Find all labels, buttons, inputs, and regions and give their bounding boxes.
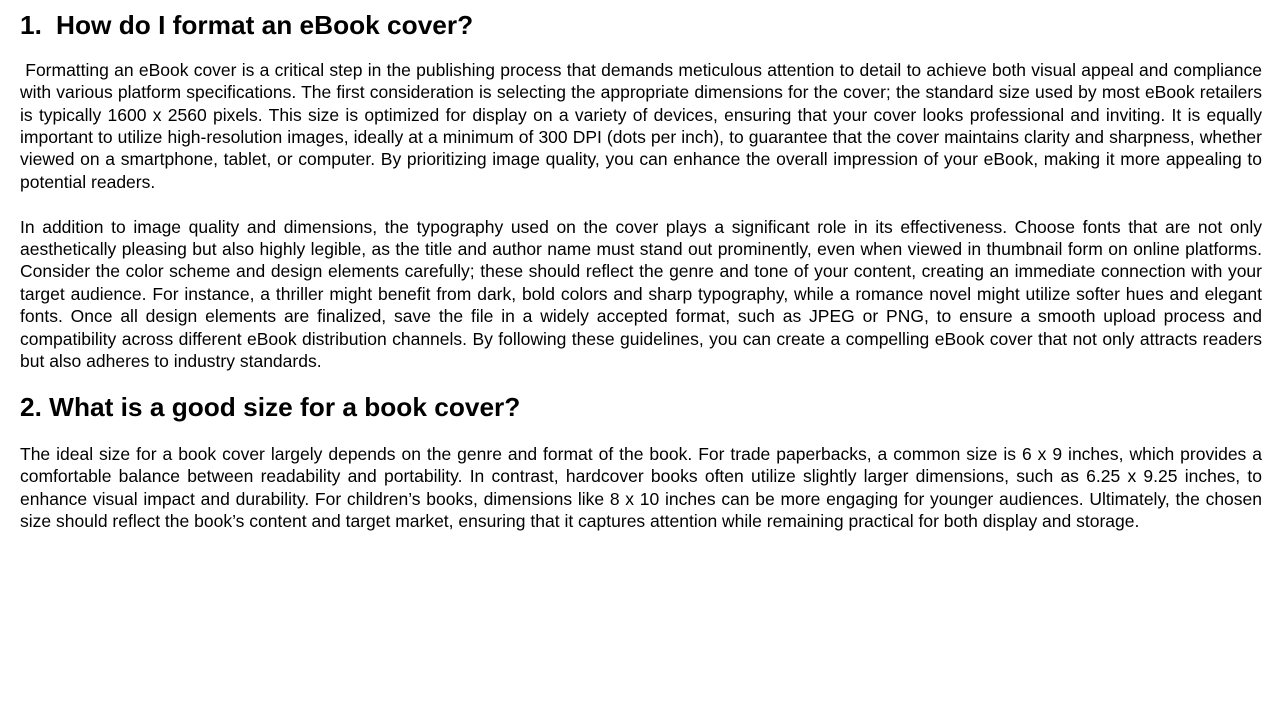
section-2-heading: 2. What is a good size for a book cover? bbox=[20, 392, 521, 423]
spacer bbox=[20, 419, 1262, 443]
section-1-number: 1. bbox=[20, 10, 42, 40]
spacer bbox=[20, 193, 1262, 215]
section-1-paragraph-1: Formatting an eBook cover is a critical step in the publishing process that demands meticulous attention to detail to achieve both visual appeal and compliance with various platform specifications. The first consideration is selecting the appropriate dimensions for the cover; the standard size used by most eBook retailers is typically 1600 x 2560 pixels. This size is optimized for display on a variety of devices, ensuring that your cover looks professional and inviting. It is equally important to utilize high-resolution images, ideally at a minimum of 300 DPI (dots per inch), to guarantee that the cover maintains clarity and sharpness, whether viewed on a smartphone, tablet, or computer. By prioritizing image quality, you can enhance the overall impression of your eBook, making it more appealing to potential readers. bbox=[20, 59, 1267, 192]
document-body bbox=[20, 10, 1267, 533]
section-1-paragraph-2: In addition to image quality and dimensions, the typography used on the cover plays a significant role in its effectiveness. Choose fonts that are not only aesthetically pleasing but also highly legible, as the title and author name must stand out prominently, even when viewed in thumbnail form on online platforms. Consider the color scheme and design elements carefully; these should reflect the genre and tone of your content, creating an immediate connection with your target audience. For instance, a thriller might benefit from dark, bold colors and sharp typography, while a romance novel might utilize softer hues and elegant fonts. Once all design elements are finalized, save the file in a widely accepted format, such as JPEG or PNG, to ensure a smooth upload process and compatibility across different eBook distribution channels. By following these guidelines, you can create a compelling eBook cover that not only attracts readers but also adheres to industry standards. bbox=[20, 216, 1262, 372]
section-2-paragraph-1: The ideal size for a book cover largely depends on the genre and format of the book. For trade paperbacks, a common size is 6 x 9 inches, which provides a comfortable balance between readability and portability. In contrast, hardcover books often utilize slightly larger dimensions, such as 6.25 x 9.25 inches, to enhance visual impact and durability. For children’s books, dimensions like 8 x 10 inches can be more engaging for younger audiences. Ultimately, the chosen size should reflect the book’s content and target market, ensuring that it captures attention while remaining practical for both display and storage. bbox=[20, 443, 1262, 532]
section-1-heading bbox=[20, 10, 1262, 40]
section-1-title: How do I format an eBook cover? bbox=[56, 10, 474, 40]
